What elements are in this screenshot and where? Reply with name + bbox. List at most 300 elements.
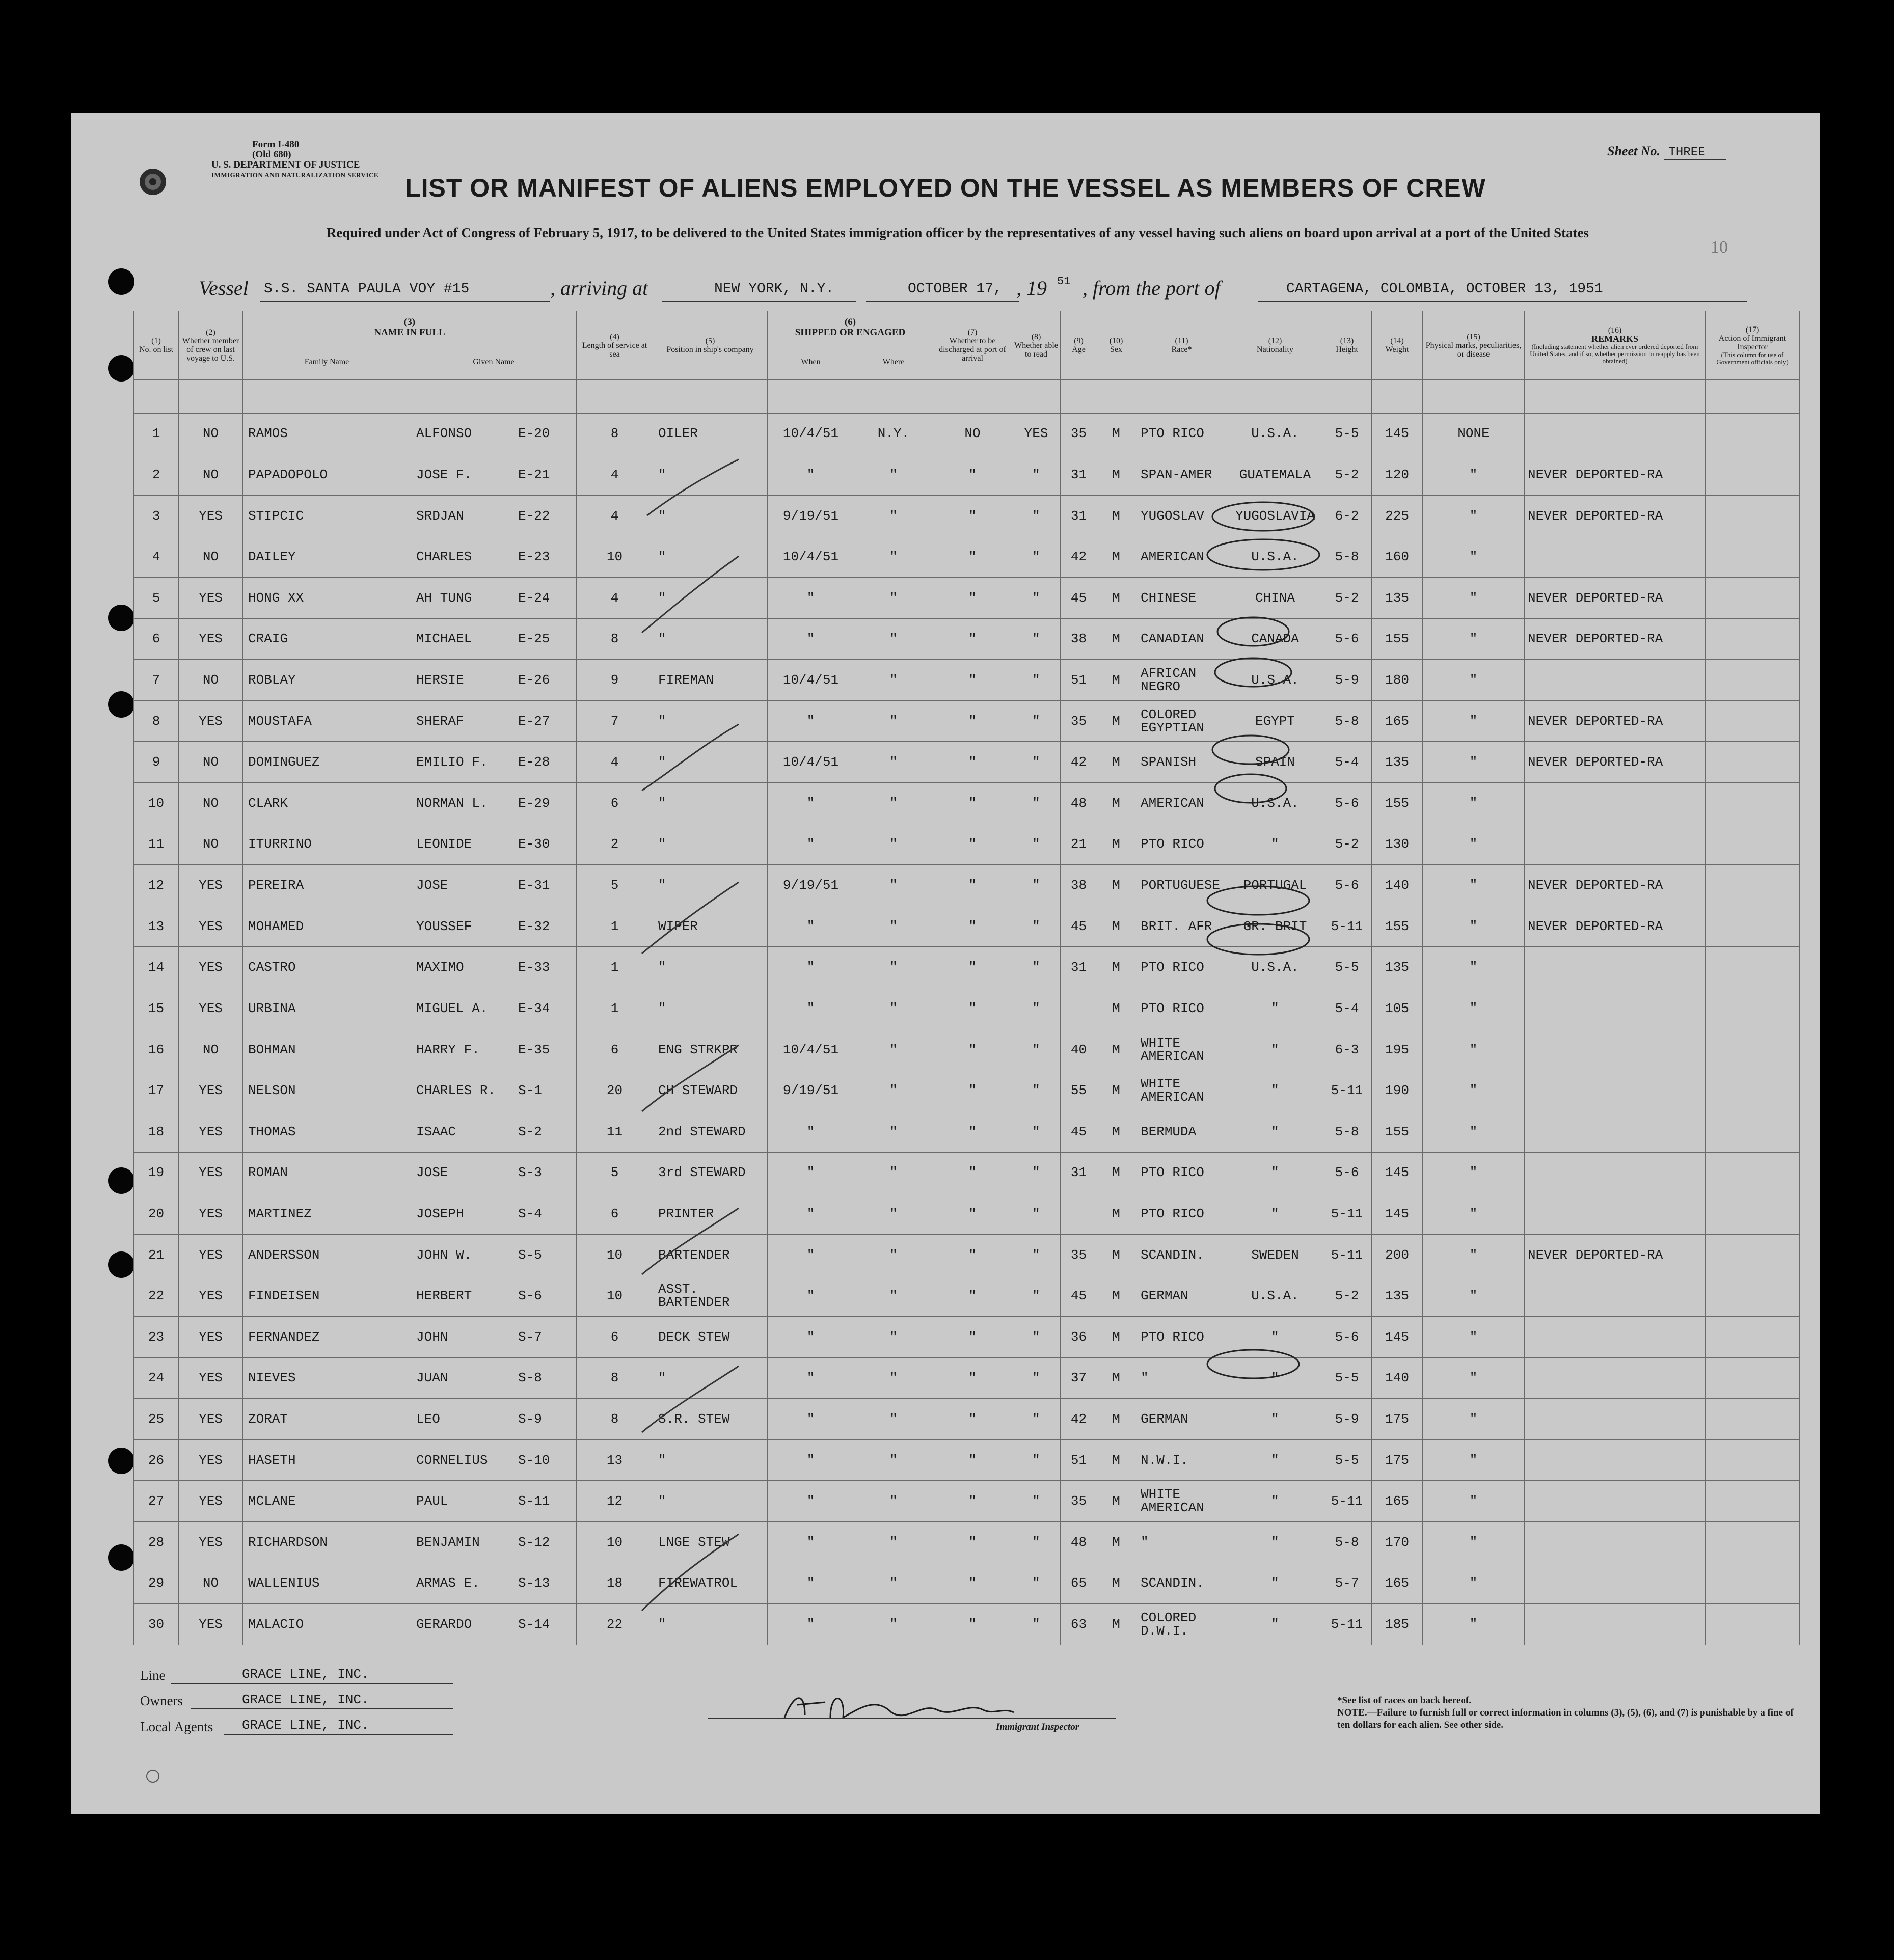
crew-code: E-21 — [518, 467, 550, 482]
col-no-num: (1) — [151, 337, 161, 345]
cell-no: 27 — [134, 1481, 179, 1522]
cell-weight: 155 — [1372, 618, 1423, 660]
cell-action — [1706, 947, 1800, 988]
from-value: CARTAGENA, COLOMBIA, OCTOBER 13, 1951 — [1286, 281, 1603, 297]
cell-prev-voyage: NO — [179, 413, 243, 454]
department-name: U. S. DEPARTMENT OF JUSTICE — [211, 159, 360, 170]
cell-age: 42 — [1061, 742, 1097, 783]
cell-race: WHITE AMERICAN — [1135, 1029, 1228, 1070]
punch-hole — [108, 1448, 134, 1474]
cell-marks: " — [1423, 947, 1525, 988]
cell-nationality: " — [1228, 1439, 1322, 1481]
cell-prev-voyage: YES — [179, 1522, 243, 1563]
cell-race: GERMAN — [1135, 1399, 1228, 1440]
cell-discharged: " — [933, 1152, 1012, 1193]
cell-action — [1706, 1399, 1800, 1440]
cell-family-name: FERNANDEZ — [243, 1316, 411, 1357]
given-name: PAUL — [416, 1493, 448, 1509]
cell-sex: M — [1097, 578, 1135, 619]
cell-read: " — [1012, 1399, 1061, 1440]
cell-weight: 135 — [1372, 742, 1423, 783]
cell-race: YUGOSLAV — [1135, 495, 1228, 536]
cell-where: " — [854, 906, 933, 947]
cell-height: 5-5 — [1322, 947, 1372, 988]
crew-code: S-5 — [518, 1247, 542, 1263]
cell-given-name — [411, 1275, 577, 1317]
cell-marks: " — [1423, 1029, 1525, 1070]
cell-when: " — [768, 1604, 854, 1645]
cell-prev-voyage: YES — [179, 1234, 243, 1275]
given-name: LEO — [416, 1411, 440, 1427]
crew-code: S-13 — [518, 1575, 550, 1591]
cell-marks: " — [1423, 1563, 1525, 1604]
given-name: SRDJAN — [416, 508, 464, 524]
cell-where: " — [854, 578, 933, 619]
cell-service: 5 — [577, 865, 653, 906]
cell-service: 4 — [577, 742, 653, 783]
cell-discharged: " — [933, 1399, 1012, 1440]
cell-action — [1706, 1604, 1800, 1645]
cell-height: 5-2 — [1322, 454, 1372, 496]
cell-nationality: " — [1228, 1111, 1322, 1152]
cell-when: 9/19/51 — [768, 865, 854, 906]
cell-height: 5-8 — [1322, 1111, 1372, 1152]
cell-no: 28 — [134, 1522, 179, 1563]
crew-rows — [134, 380, 1800, 1645]
cell-family-name: MALACIO — [243, 1604, 411, 1645]
cell-family-name: RICHARDSON — [243, 1522, 411, 1563]
cell-marks: " — [1423, 906, 1525, 947]
arriving-value: NEW YORK, N.Y. — [714, 281, 834, 297]
cell-position: " — [653, 947, 768, 988]
given-name: JOHN — [416, 1329, 448, 1345]
nationality-circles — [1192, 500, 1360, 1427]
cell-prev-voyage: NO — [179, 660, 243, 701]
cell-read: " — [1012, 1234, 1061, 1275]
given-name: CHARLES — [416, 549, 472, 565]
cell-read: " — [1012, 906, 1061, 947]
col-weight-label: Weight — [1385, 345, 1409, 354]
cell-sex: M — [1097, 1111, 1135, 1152]
cell-position: " — [653, 495, 768, 536]
cell-when: " — [768, 1522, 854, 1563]
cell-weight: 225 — [1372, 495, 1423, 536]
cell-remarks — [1525, 1604, 1706, 1645]
cell-nationality: U.S.A. — [1228, 783, 1322, 824]
cell-height: 5-9 — [1322, 1399, 1372, 1440]
cell-weight: 160 — [1372, 536, 1423, 578]
vessel-label: Vessel — [199, 277, 249, 300]
cell-discharged: " — [933, 824, 1012, 865]
cell-discharged: NO — [933, 413, 1012, 454]
table-row — [134, 1193, 1800, 1235]
cell-sex: M — [1097, 865, 1135, 906]
cell-given-name — [411, 824, 577, 865]
cell-when: 10/4/51 — [768, 1029, 854, 1070]
cell-prev-voyage: YES — [179, 865, 243, 906]
cell-read: " — [1012, 865, 1061, 906]
crew-code: S-3 — [518, 1165, 542, 1181]
cell-action — [1706, 1234, 1800, 1275]
cell-discharged: " — [933, 1604, 1012, 1645]
cell-given-name — [411, 865, 577, 906]
cell-given-name — [411, 454, 577, 496]
cell-nationality: CHINA — [1228, 578, 1322, 619]
cell-marks: " — [1423, 1275, 1525, 1317]
cell-height: 6-2 — [1322, 495, 1372, 536]
crew-code: E-26 — [518, 672, 550, 688]
cell-service: 6 — [577, 1316, 653, 1357]
cell-given-name — [411, 536, 577, 578]
cell-when: 10/4/51 — [768, 413, 854, 454]
footer-notes — [1337, 1695, 1801, 1731]
cell-race: SPANISH — [1135, 742, 1228, 783]
cell-given-name — [411, 1070, 577, 1111]
cell-when: 9/19/51 — [768, 495, 854, 536]
cell-service: 9 — [577, 660, 653, 701]
cell-nationality: U.S.A. — [1228, 660, 1322, 701]
cell-when: " — [768, 700, 854, 742]
col-remarks-sub: (Including statement whether alien ever ordered deported from United States, and if so, whether permission to reapply has been obtained) — [1530, 343, 1700, 365]
crew-code: E-23 — [518, 549, 550, 565]
col-discharged-header — [933, 311, 1012, 380]
cell-position: " — [653, 1604, 768, 1645]
table-row — [134, 865, 1800, 906]
crew-code: E-24 — [518, 590, 550, 606]
cell-race: N.W.I. — [1135, 1439, 1228, 1481]
cell-race: PTO RICO — [1135, 988, 1228, 1029]
given-name: ISAAC — [416, 1124, 456, 1139]
col-read-num: (8) — [1031, 332, 1041, 341]
cell-position: DECK STEW — [653, 1316, 768, 1357]
cell-sex: M — [1097, 824, 1135, 865]
cell-sex: M — [1097, 1481, 1135, 1522]
cell-service: 4 — [577, 454, 653, 496]
cell-family-name: HASETH — [243, 1439, 411, 1481]
cell-weight: 165 — [1372, 1563, 1423, 1604]
cell-prev-voyage: YES — [179, 1481, 243, 1522]
cell-race: WHITE AMERICAN — [1135, 1481, 1228, 1522]
cell-action — [1706, 988, 1800, 1029]
cell-service: 5 — [577, 1152, 653, 1193]
cell-height: 5-6 — [1322, 1316, 1372, 1357]
table-row — [134, 988, 1800, 1029]
cell-height: 5-5 — [1322, 413, 1372, 454]
cell-height: 5-8 — [1322, 700, 1372, 742]
table-row — [134, 660, 1800, 701]
cell-sex: M — [1097, 947, 1135, 988]
cell-nationality: YUGOSLAVIA — [1228, 495, 1322, 536]
cell-age: 51 — [1061, 1439, 1097, 1481]
cell-read: " — [1012, 824, 1061, 865]
vessel-underline — [260, 301, 550, 302]
cell-race: " — [1135, 1357, 1228, 1399]
cell-when: " — [768, 1193, 854, 1235]
cell-prev-voyage: NO — [179, 454, 243, 496]
cell-weight: 185 — [1372, 1604, 1423, 1645]
cell-weight: 135 — [1372, 1275, 1423, 1317]
cell-no: 9 — [134, 742, 179, 783]
cell-age: 45 — [1061, 1275, 1097, 1317]
cell-read: " — [1012, 618, 1061, 660]
cell-read: " — [1012, 1357, 1061, 1399]
cell-sex: M — [1097, 1604, 1135, 1645]
cell-position: " — [653, 865, 768, 906]
cell-nationality: SPAIN — [1228, 742, 1322, 783]
col-service-num: (4) — [610, 332, 619, 341]
table-row — [134, 1316, 1800, 1357]
cell-height: 5-9 — [1322, 660, 1372, 701]
cell-action — [1706, 1316, 1800, 1357]
cell-position: " — [653, 1439, 768, 1481]
cell-family-name: ANDERSSON — [243, 1234, 411, 1275]
cell-remarks — [1525, 988, 1706, 1029]
cell-action — [1706, 578, 1800, 619]
cell-discharged: " — [933, 1522, 1012, 1563]
cell-nationality: " — [1228, 1152, 1322, 1193]
cell-when: " — [768, 1234, 854, 1275]
cell-race: PTO RICO — [1135, 1193, 1228, 1235]
cell-sex: M — [1097, 1316, 1135, 1357]
cell-marks: NONE — [1423, 413, 1525, 454]
cell-where: " — [854, 1193, 933, 1235]
cell-nationality: " — [1228, 824, 1322, 865]
cell-sex: M — [1097, 1070, 1135, 1111]
cell-no: 5 — [134, 578, 179, 619]
cell-when: 9/19/51 — [768, 1070, 854, 1111]
cell-service: 11 — [577, 1111, 653, 1152]
cell-action — [1706, 618, 1800, 660]
cell-height: 5-5 — [1322, 1357, 1372, 1399]
given-name: JOHN W. — [416, 1247, 472, 1263]
owners-label: Owners — [140, 1693, 183, 1708]
form-number: Form I-480 — [252, 139, 300, 150]
page-subtitle: Required under Act of Congress of February 5, 1917, to be delivered to the United States immigration officer by the representatives of any vessel having such aliens on board upon arrival at a port of the United States — [326, 225, 1589, 240]
table-row — [134, 413, 1800, 454]
col-shipped-header — [768, 311, 933, 344]
cell-when: " — [768, 1275, 854, 1317]
owners-value: GRACE LINE, INC. — [242, 1692, 369, 1707]
cell-remarks: NEVER DEPORTED-RA — [1525, 700, 1706, 742]
cell-when: 10/4/51 — [768, 660, 854, 701]
cell-given-name — [411, 1399, 577, 1440]
crew-code: S-4 — [518, 1206, 542, 1221]
cell-given-name — [411, 660, 577, 701]
col-prev-voyage-header — [179, 311, 243, 380]
col-remarks-label: REMARKS — [1591, 334, 1639, 344]
col-age-label: Age — [1072, 345, 1086, 354]
cell-action — [1706, 1193, 1800, 1235]
cell-action — [1706, 1152, 1800, 1193]
crew-code: S-7 — [518, 1329, 542, 1345]
col-nationality-label: Nationality — [1257, 345, 1293, 354]
date-underline — [866, 301, 1019, 302]
cell-given-name — [411, 783, 577, 824]
cell-action — [1706, 1439, 1800, 1481]
cell-nationality: " — [1228, 1563, 1322, 1604]
col-nationality-num: (12) — [1268, 337, 1282, 345]
col-read-header — [1012, 311, 1061, 380]
given-name: LEONIDE — [416, 836, 472, 852]
cell-when: " — [768, 1316, 854, 1357]
cell-remarks — [1525, 1193, 1706, 1235]
col-remarks-header — [1525, 311, 1706, 380]
cell-action — [1706, 1029, 1800, 1070]
cell-prev-voyage: YES — [179, 1439, 243, 1481]
cell-nationality: " — [1228, 988, 1322, 1029]
cell-read: " — [1012, 742, 1061, 783]
cell-no: 21 — [134, 1234, 179, 1275]
cell-sex: M — [1097, 1357, 1135, 1399]
punch-hole — [108, 355, 134, 382]
cell-remarks: NEVER DEPORTED-RA — [1525, 495, 1706, 536]
col-remarks-num: (16) — [1608, 326, 1622, 335]
page-number: 10 — [1711, 238, 1728, 257]
col-read-label: Whether able to read — [1014, 341, 1058, 359]
agents-label: Local Agents — [140, 1719, 213, 1734]
cell-action — [1706, 1275, 1800, 1317]
cell-sex: M — [1097, 906, 1135, 947]
cell-nationality: U.S.A. — [1228, 536, 1322, 578]
cell-where: " — [854, 1563, 933, 1604]
cell-marks: " — [1423, 988, 1525, 1029]
cell-read: " — [1012, 1604, 1061, 1645]
cell-weight: 200 — [1372, 1234, 1423, 1275]
cell-service: 6 — [577, 1193, 653, 1235]
cell-age: 51 — [1061, 660, 1097, 701]
cell-when: " — [768, 1357, 854, 1399]
col-no-label: No. on list — [139, 345, 174, 354]
cell-no: 23 — [134, 1316, 179, 1357]
cell-age: 42 — [1061, 536, 1097, 578]
cell-no: 2 — [134, 454, 179, 496]
cell-position: ASST. BARTENDER — [653, 1275, 768, 1317]
cell-no: 16 — [134, 1029, 179, 1070]
cell-weight: 165 — [1372, 1481, 1423, 1522]
cell-read: " — [1012, 700, 1061, 742]
punch-hole — [108, 1544, 134, 1571]
col-prev-num: (2) — [206, 328, 215, 337]
cell-family-name: HONG XX — [243, 578, 411, 619]
cell-nationality: U.S.A. — [1228, 413, 1322, 454]
table-row — [134, 1111, 1800, 1152]
cell-race: PTO RICO — [1135, 1152, 1228, 1193]
punch-hole — [108, 1251, 134, 1278]
cell-read: " — [1012, 1193, 1061, 1235]
cell-weight: 145 — [1372, 1193, 1423, 1235]
agents-value: GRACE LINE, INC. — [242, 1718, 369, 1733]
cell-family-name: ROBLAY — [243, 660, 411, 701]
cell-discharged: " — [933, 1111, 1012, 1152]
cell-position: " — [653, 536, 768, 578]
cell-service: 13 — [577, 1439, 653, 1481]
cell-age: 45 — [1061, 1111, 1097, 1152]
crew-code: S-12 — [518, 1534, 550, 1550]
col-marks-num: (15) — [1467, 332, 1480, 341]
cell-discharged: " — [933, 742, 1012, 783]
cell-weight: 155 — [1372, 1111, 1423, 1152]
page-title: LIST OR MANIFEST OF ALIENS EMPLOYED ON THE VESSEL AS MEMBERS OF CREW — [405, 174, 1486, 202]
cell-height: 5-8 — [1322, 1522, 1372, 1563]
cell-position: 3rd STEWARD — [653, 1152, 768, 1193]
cell-remarks: NEVER DEPORTED-RA — [1525, 578, 1706, 619]
cell-where: " — [854, 1275, 933, 1317]
cell-given-name — [411, 947, 577, 988]
given-name: JOSE F. — [416, 467, 472, 482]
table-row — [134, 783, 1800, 824]
cell-nationality: " — [1228, 1193, 1322, 1235]
cell-read: " — [1012, 1275, 1061, 1317]
sheet-label: Sheet No. — [1607, 144, 1660, 158]
service-name: IMMIGRATION AND NATURALIZATION SERVICE — [211, 171, 379, 179]
cell-age: 35 — [1061, 1234, 1097, 1275]
given-name: AH TUNG — [416, 590, 472, 606]
cell-discharged: " — [933, 947, 1012, 988]
cell-action — [1706, 454, 1800, 496]
cell-where: " — [854, 1316, 933, 1357]
col-race-label: Race* — [1171, 345, 1192, 354]
crew-code: E-29 — [518, 795, 550, 811]
cell-service: 8 — [577, 413, 653, 454]
cell-weight: 155 — [1372, 906, 1423, 947]
cell-position: " — [653, 824, 768, 865]
cell-service: 22 — [577, 1604, 653, 1645]
cell-weight: 155 — [1372, 783, 1423, 824]
cell-weight: 140 — [1372, 865, 1423, 906]
cell-height: 5-2 — [1322, 1275, 1372, 1317]
cell-sex: M — [1097, 1522, 1135, 1563]
cell-age: 35 — [1061, 1481, 1097, 1522]
crew-code: S-14 — [518, 1617, 550, 1632]
cell-prev-voyage: NO — [179, 742, 243, 783]
cell-nationality: PORTUGAL — [1228, 865, 1322, 906]
cell-marks: " — [1423, 1604, 1525, 1645]
cell-nationality: " — [1228, 1070, 1322, 1111]
cell-remarks — [1525, 1439, 1706, 1481]
cell-nationality: CANADA — [1228, 618, 1322, 660]
cell-marks: " — [1423, 454, 1525, 496]
cell-read: " — [1012, 783, 1061, 824]
cell-sex: M — [1097, 618, 1135, 660]
cell-no: 1 — [134, 413, 179, 454]
cell-height: 5-11 — [1322, 1481, 1372, 1522]
cell-remarks — [1525, 1111, 1706, 1152]
cell-read: " — [1012, 1070, 1061, 1111]
cell-family-name: ZORAT — [243, 1399, 411, 1440]
owners-underline — [191, 1708, 453, 1709]
line-label: Line — [140, 1668, 166, 1683]
table-row — [134, 495, 1800, 536]
table-row — [134, 1357, 1800, 1399]
cell-remarks — [1525, 824, 1706, 865]
cell-when: 10/4/51 — [768, 536, 854, 578]
col-shipped-num: (6) — [844, 317, 856, 328]
table-row — [134, 1604, 1800, 1645]
cell-remarks — [1525, 1357, 1706, 1399]
given-name: CHARLES R. — [416, 1083, 496, 1099]
col-position-num: (5) — [705, 337, 715, 345]
cell-age: 40 — [1061, 1029, 1097, 1070]
cell-family-name: CRAIG — [243, 618, 411, 660]
given-name: ARMAS E. — [416, 1575, 480, 1591]
col-sex-label: Sex — [1110, 345, 1123, 354]
penalty-note: NOTE.—Failure to furnish full or correct information in columns (3), (5), (6), and (7) is punishable by a fine of ten dollars for each alien. See other side. — [1337, 1707, 1794, 1730]
cell-service: 6 — [577, 1029, 653, 1070]
cell-marks: " — [1423, 1439, 1525, 1481]
cell-race: PTO RICO — [1135, 824, 1228, 865]
cell-given-name — [411, 700, 577, 742]
cell-read: " — [1012, 1563, 1061, 1604]
